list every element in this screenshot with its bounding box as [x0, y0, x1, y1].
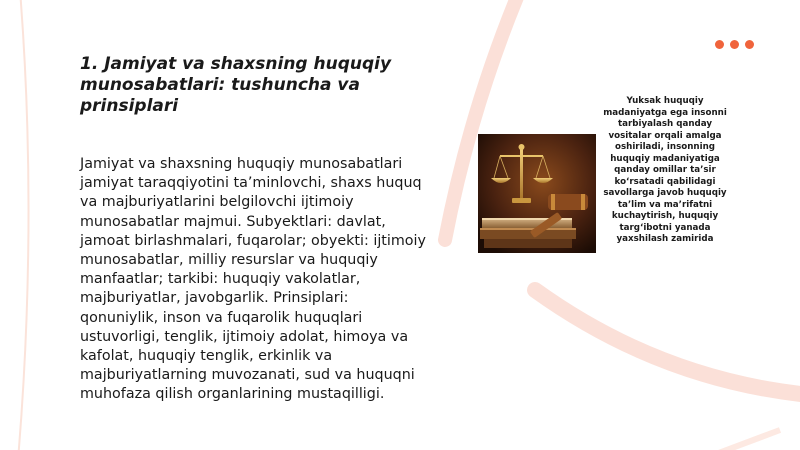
dot: [730, 40, 739, 49]
justice-scales-gavel-icon: [478, 134, 596, 253]
arc-left-edge: [18, 0, 29, 450]
arc-right: [535, 290, 800, 395]
dot: [745, 40, 754, 49]
slide-body-text: Jamiyat va shaxsning huquqiy munosabatlari jamiyat taraqqiyotini ta’minlovchi, shaxs huquq va majburiyatlarini belgilovchi ijtimoiy munosabatlar majmui. Subyektlari: davlat, jamoat birlashmalari, fuqarolar; obyekti: ijtimoiy munosabatlar, milliy resurslar va huquqiy manfaatlar; tarkibi: huquqiy vakolatlar, majburiyatlar, javobgarlik. Prinsiplari: qonuniylik, inson va fuqarolik huquqlari ustuvorligi, tenglik, ijtimoiy adolat, himoya va kafolat, huquqiy tenglik, erkinlik va majburiyatlarning muvozanati, sud va huquqni muhofaza qilish organlarining mustaqilligi.: [80, 156, 426, 403]
dot: [715, 40, 724, 49]
slide-title: 1. Jamiyat va shaxsning huquqiy munosabatlari: tushuncha va prinsiplari: [80, 54, 392, 116]
image-caption: Yuksak huquqiy madaniyatga ega insonni tarbiyalash qanday vositalar orqali amalga oshiriladi, insonning huquqiy madaniyatiga qanday omillar ta’sir ko‘rsatadi qabilidagi savollarga javob huquqiy ta’lim va ma’rifatni kuchaytirish, huquqiy targ‘ibotni yanada yaxshilash zamirida: [603, 96, 727, 244]
arc-right-inner: [700, 430, 780, 450]
three-dots-icon: [715, 40, 754, 49]
